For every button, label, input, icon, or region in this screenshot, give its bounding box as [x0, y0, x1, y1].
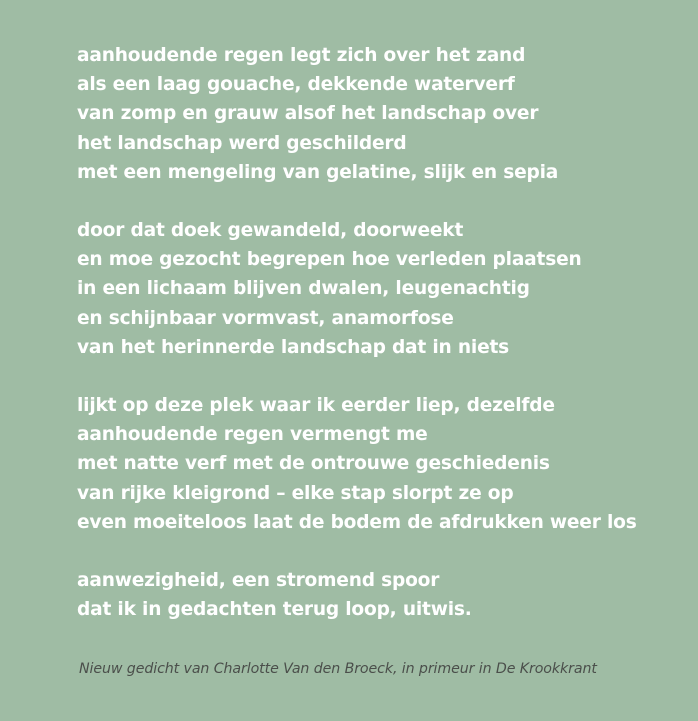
poem-credit: Nieuw gedicht van Charlotte Van den Broeck, in primeur in De Krookkrant: [79, 661, 597, 677]
poem-body: [77, 41, 677, 653]
poem-line: het landschap werd geschilderd: [77, 132, 407, 154]
poem-line: dat ik in gedachten terug loop, uitwis.: [77, 599, 472, 621]
poem-line: van zomp en grauw alsof het landschap over: [77, 103, 539, 125]
poem-line: aanwezigheid, een stromend spoor: [77, 570, 440, 592]
stanza-4: [77, 566, 677, 624]
poem-line: als een laag gouache, dekkende waterverf: [77, 74, 515, 96]
poem-line: met een mengeling van gelatine, slijk en sepia: [77, 161, 559, 183]
poem-line: door dat doek gewandeld, doorweekt: [77, 220, 464, 242]
stanza-1: [77, 41, 677, 187]
poem-line: aanhoudende regen legt zich over het zand: [77, 45, 526, 66]
poem-line: aanhoudende regen vermengt me: [77, 424, 428, 446]
poem-line: met natte verf met de ontrouwe geschiedenis: [77, 453, 550, 475]
poem-line: en moe gezocht begrepen hoe verleden plaatsen: [77, 249, 582, 271]
poem-line: van rijke kleigrond – elke stap slorpt ze op: [77, 482, 514, 504]
poem-line: en schijnbaar vormvast, anamorfose: [77, 307, 454, 329]
poem-line: even moeiteloos laat de bodem de afdrukken weer los: [77, 511, 637, 533]
stanza-2: [77, 216, 677, 362]
poem-line: lijkt op deze plek waar ik eerder liep, dezelfde: [77, 395, 555, 417]
stanza-3: [77, 391, 677, 537]
poem-line: van het herinnerde landschap dat in niets: [77, 336, 510, 358]
poem-line: in een lichaam blijven dwalen, leugenachtig: [77, 278, 530, 300]
